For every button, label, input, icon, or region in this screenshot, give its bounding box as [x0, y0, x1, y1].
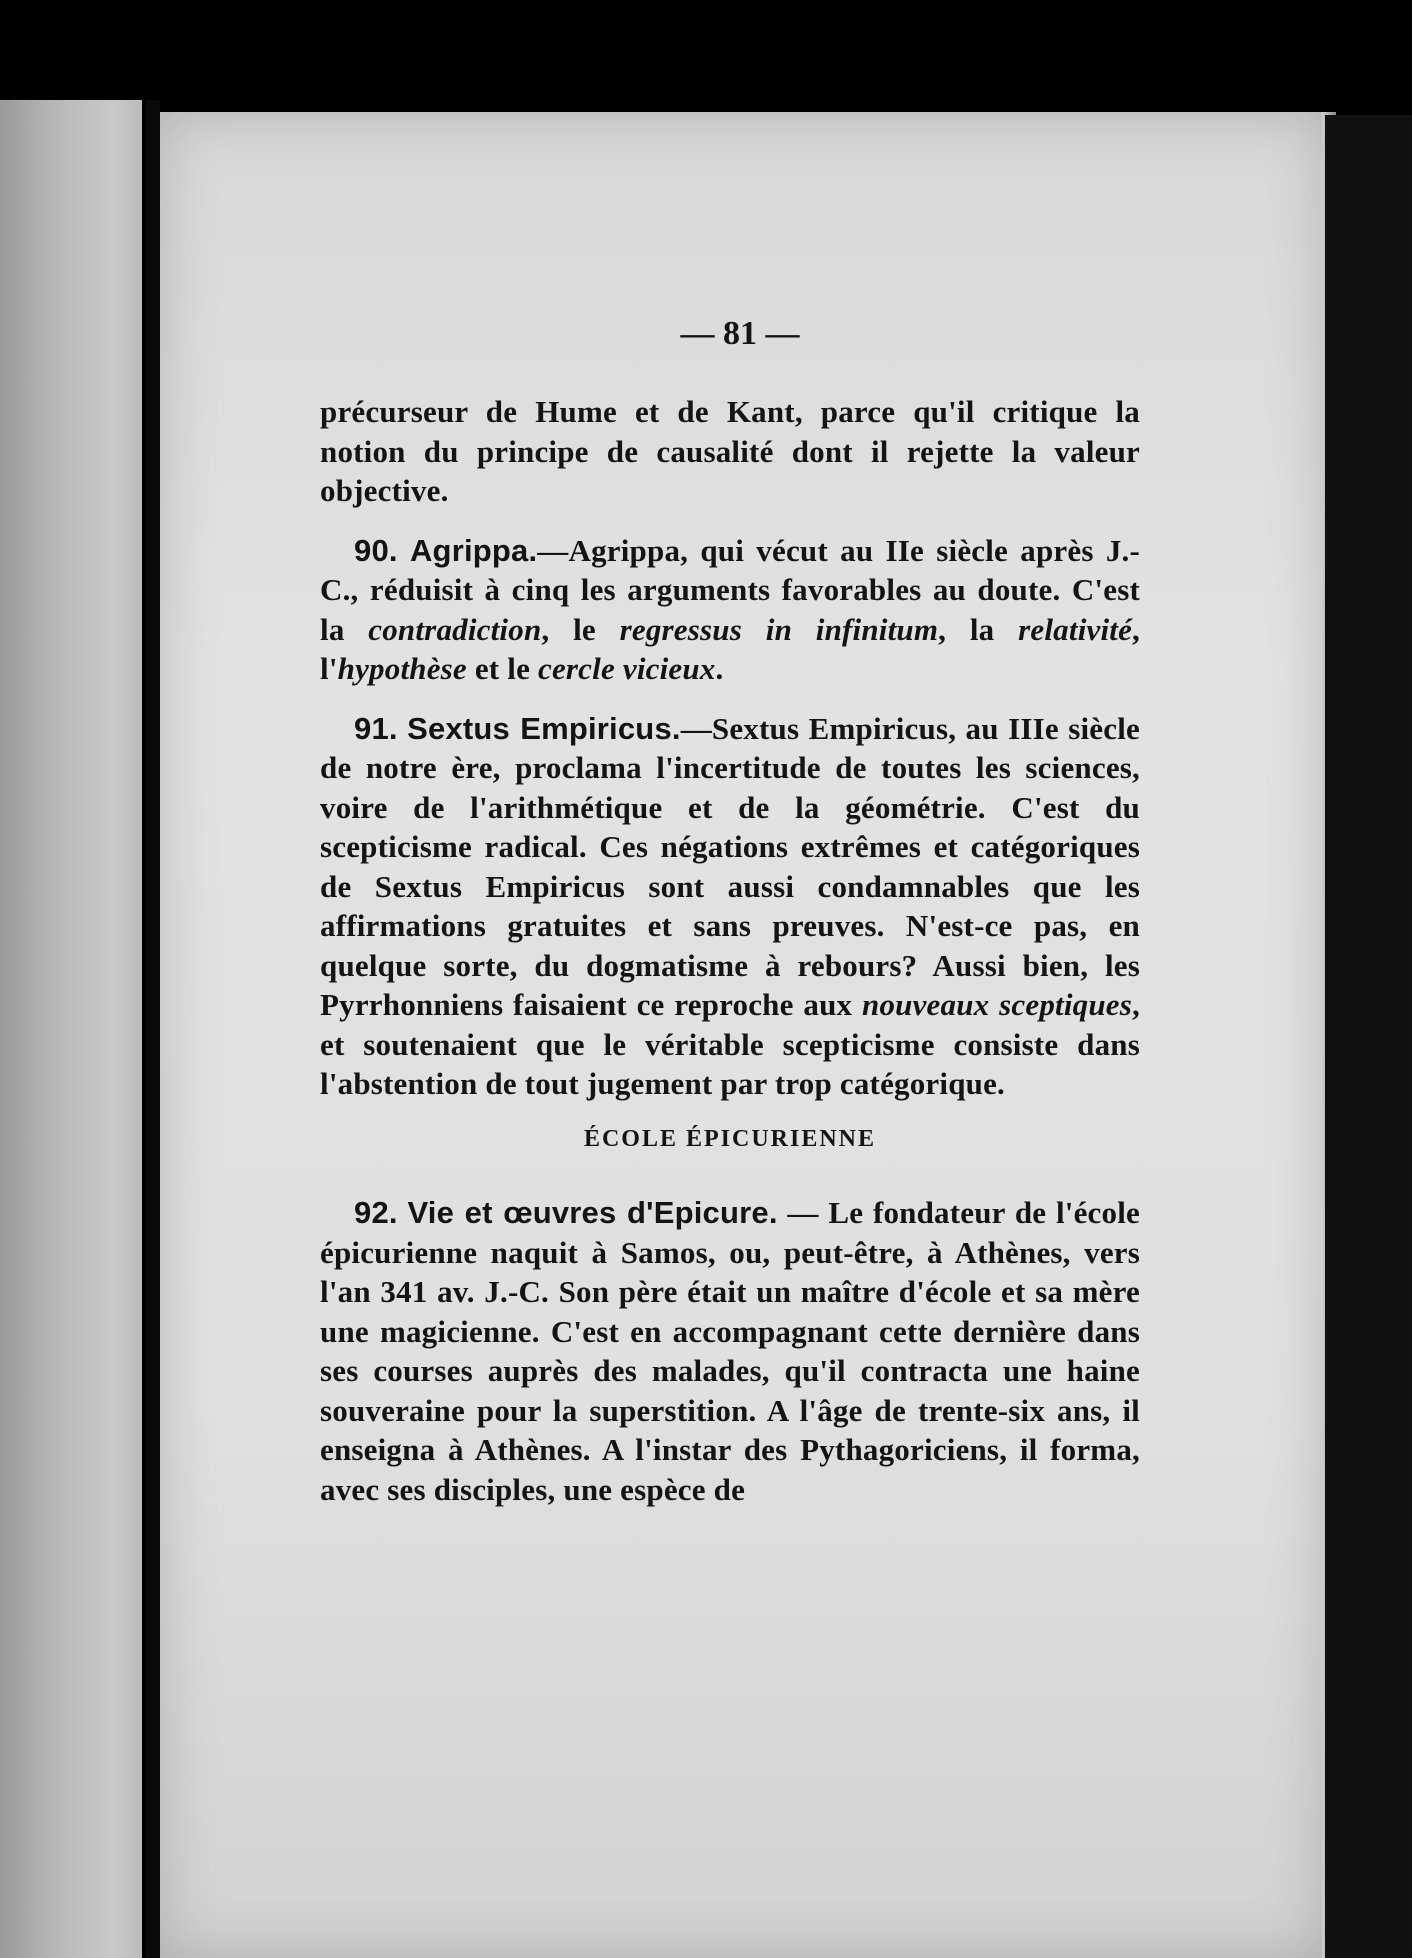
italic-term: contradiction [368, 611, 542, 647]
section-number: 91. [354, 710, 398, 746]
book-spine [146, 100, 160, 1958]
paragraph-text: et le [466, 651, 538, 686]
paragraph-text: , et soutenaient que le véritable scepticisme consiste dans l'abstention de tout jugement par trop catégorique. [320, 987, 1140, 1101]
paragraph-92 [320, 1193, 1140, 1509]
italic-term: hypothèse [337, 651, 467, 686]
page-body [320, 392, 1140, 1509]
left-page-edge [0, 100, 142, 1958]
paragraph-text: , la [938, 611, 1019, 647]
section-heading: Sextus Empiricus. [407, 710, 681, 746]
paragraph-continuation [320, 392, 1140, 511]
italic-term: cercle vicieux [538, 651, 716, 686]
paragraph-text: —Sextus Empiricus, au IIIe siècle de notre ère, proclama l'incertitude de toutes les sciences, voire de l'arithmétique et de la géométrie. C'est du scepticisme radical. Ces négations extrêmes et catégoriques de Sextus Empiricus sont aussi condamnables que les affirmations gratuites et sans preuves. N'est-ce pas, en quelque sorte, du dogmatisme à rebours? Aussi bien, les Pyrrhonniens faisaient ce reproche aux [320, 710, 1140, 1022]
paragraph-text: , le [541, 611, 620, 647]
paragraph-text: —Agrippa, qui vécut au IIe siècle après J.-C., réduisit à cinq les arguments favorables au doute. C'est la [320, 532, 1141, 647]
italic-term: nouveaux sceptiques [862, 987, 1133, 1022]
section-number: 92. [354, 1195, 398, 1230]
paragraph-90 [320, 531, 1140, 689]
paragraph-text: . [715, 651, 724, 686]
paragraph-text: — Le fondateur de l'école épicurienne naquit à Samos, ou, peut-être, à Athènes, vers l'an 341 av. J.-C. Son père était un maître d'école et sa mère une magicienne. C'est en accompagnant cette dernière dans ses courses auprès des malades, qu'il contracta une haine souveraine pour la superstition. A l'âge de trente-six ans, il enseigna à Athènes. A l'instar des Pythagoriciens, il forma, avec ses disciples, une espèce de [320, 1195, 1140, 1507]
paragraph-text: précurseur de Hume et de Kant, parce qu'il critique la notion du principe de causalité dont il rejette la valeur objective. [320, 394, 1140, 508]
page-number: — 81 — [680, 315, 800, 352]
section-title: ÉCOLE ÉPICURIENNE [583, 1125, 877, 1152]
paragraph-text: , l' [320, 611, 1140, 686]
section-heading: Agrippa. [409, 532, 538, 568]
italic-term: relativité [1018, 611, 1133, 647]
right-background [1325, 115, 1412, 1958]
section-number: 90. [354, 532, 398, 568]
italic-term: regressus in infinitum [619, 611, 939, 647]
paragraph-91 [320, 709, 1140, 1104]
section-heading: Vie et œuvres d'Epicure. [407, 1195, 778, 1230]
